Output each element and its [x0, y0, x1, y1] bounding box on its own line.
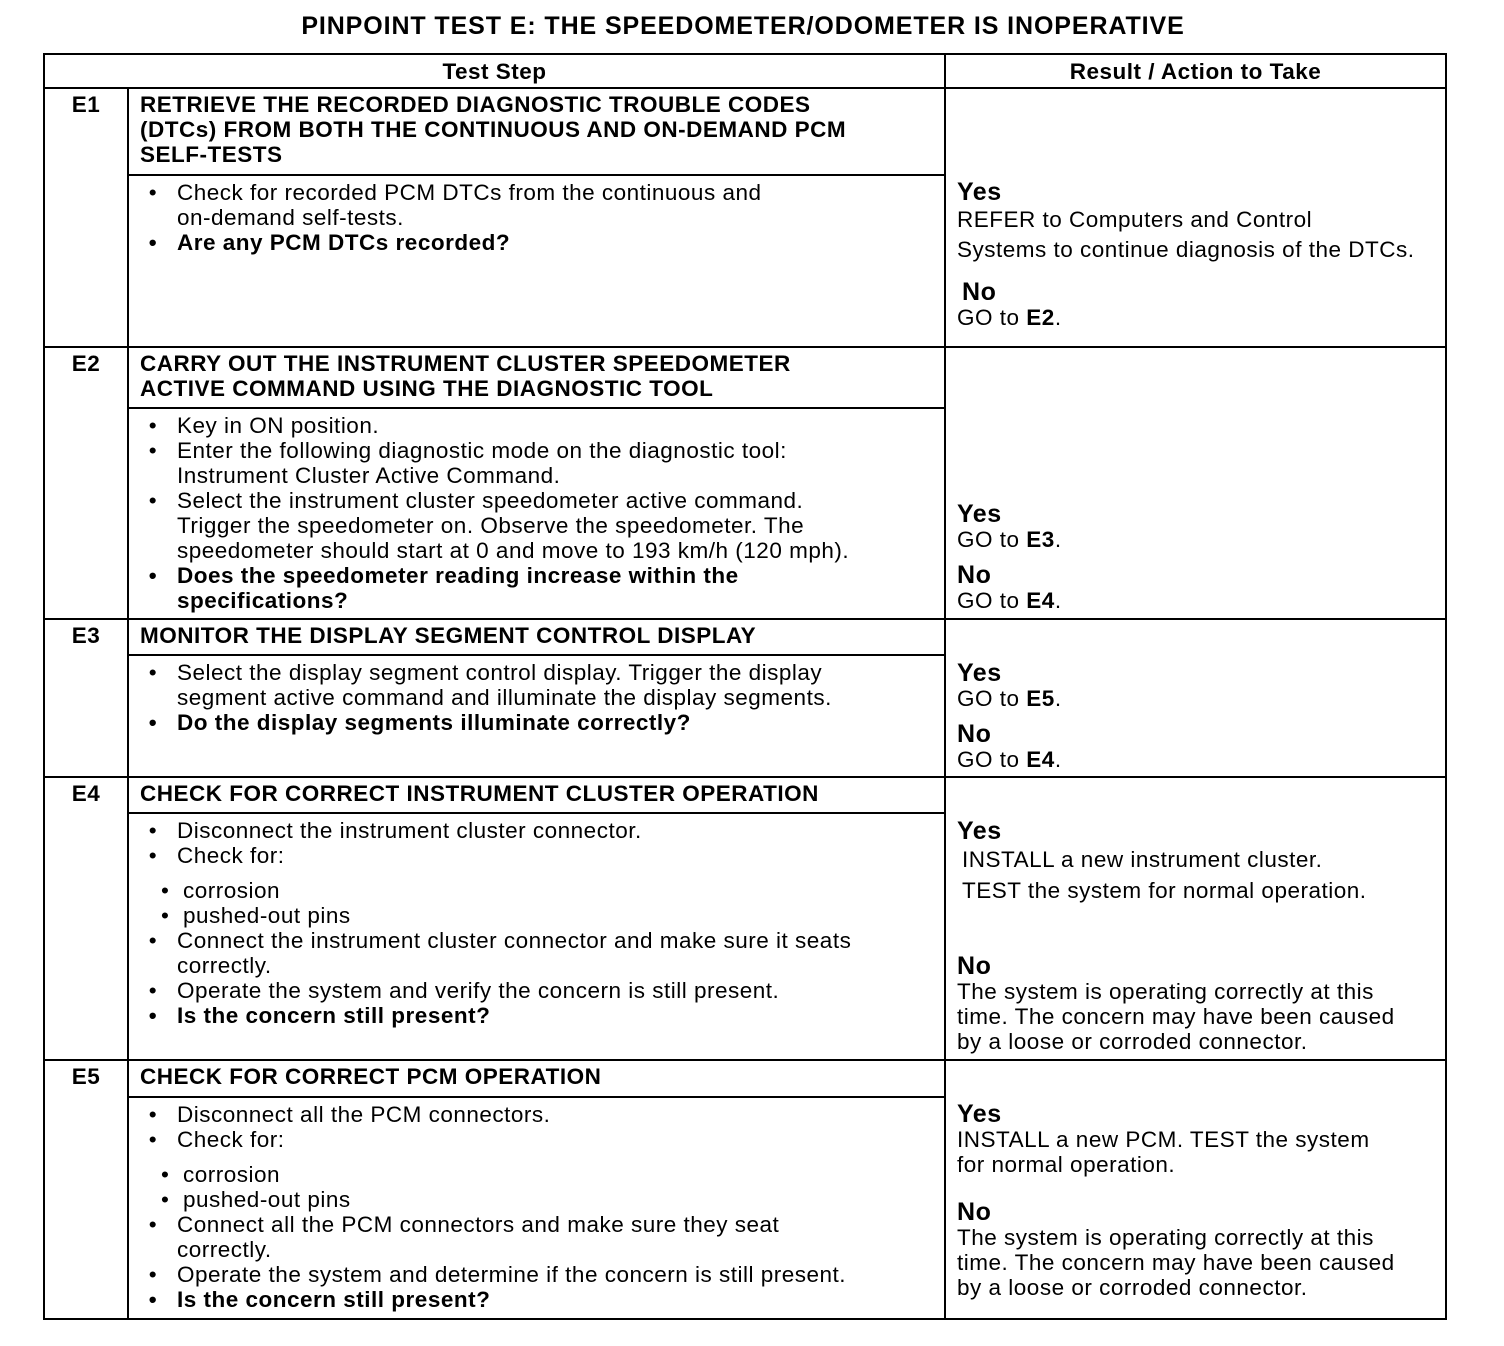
- go-to-prefix: GO to: [957, 588, 1027, 613]
- yes-label: Yes: [957, 1100, 1002, 1128]
- item-line: segment active command and illuminate the display segments.: [177, 685, 832, 710]
- step-body: [128, 655, 945, 777]
- step-body: [128, 408, 945, 619]
- go-to-suffix: .: [1054, 527, 1062, 552]
- list-item-question: [129, 563, 938, 613]
- bullet-icon: •: [161, 1162, 170, 1187]
- list-item-question: [129, 1287, 938, 1312]
- heading-line: CARRY OUT THE INSTRUMENT CLUSTER SPEEDOMETER: [140, 351, 791, 376]
- item-line: Is the concern still present?: [177, 1287, 491, 1312]
- sub-list: [129, 1162, 938, 1212]
- bullet-icon: •: [148, 928, 158, 953]
- list-item: [129, 978, 938, 1003]
- go-to-prefix: GO to: [957, 527, 1027, 552]
- result-line: by a loose or corroded connector.: [957, 1029, 1308, 1054]
- bullet-icon: •: [148, 180, 158, 205]
- step-result: [945, 777, 1446, 1060]
- step-number: E3: [44, 619, 128, 777]
- item-line: speedometer should start at 0 and move to 193 km/h (120 mph).: [177, 538, 850, 563]
- sub-item-text: pushed-out pins: [183, 903, 351, 928]
- heading-line: SELF-TESTS: [140, 142, 283, 167]
- list-item: [129, 1212, 938, 1262]
- list-item: [129, 438, 938, 488]
- sub-list: [129, 878, 938, 928]
- result-line: INSTALL a new instrument cluster.: [962, 847, 1323, 872]
- bullet-icon: •: [161, 878, 170, 903]
- bullet-icon: •: [148, 1262, 158, 1287]
- step-heading-row: [44, 777, 1446, 813]
- bullet-icon: •: [148, 660, 158, 685]
- sub-item-text: pushed-out pins: [183, 1187, 351, 1212]
- item-line: Connect the instrument cluster connector and make sure it seats: [177, 928, 852, 953]
- item-line: Instrument Cluster Active Command.: [177, 463, 561, 488]
- item-line: Operate the system and verify the concern is still present.: [177, 978, 780, 1003]
- go-to-target: E5: [1026, 686, 1055, 711]
- result-line: for normal operation.: [957, 1152, 1176, 1177]
- item-line: Select the instrument cluster speedometer active command.: [177, 488, 804, 513]
- step-number: E2: [44, 347, 128, 619]
- heading-line: CHECK FOR CORRECT PCM OPERATION: [140, 1064, 602, 1089]
- item-line: Select the display segment control display. Trigger the display: [177, 660, 823, 685]
- item-line: Trigger the speedometer on. Observe the speedometer. The: [177, 513, 805, 538]
- go-to-suffix: .: [1054, 588, 1062, 613]
- sub-item: [129, 878, 938, 903]
- go-to-line: [957, 588, 1445, 613]
- step-body: [128, 1097, 945, 1319]
- list-item-question: [129, 1003, 938, 1028]
- bullet-icon: •: [148, 978, 158, 1003]
- step-result: [945, 88, 1446, 347]
- go-to-target: E3: [1026, 527, 1055, 552]
- bullet-icon: •: [148, 1003, 158, 1028]
- result-line: time. The concern may have been caused: [957, 1004, 1395, 1029]
- go-to-prefix: GO to: [957, 747, 1027, 772]
- item-line: Connect all the PCM connectors and make sure they seat: [177, 1212, 780, 1237]
- item-line: on-demand self-tests.: [177, 205, 404, 230]
- item-line: Do the display segments illuminate correctly?: [177, 710, 691, 735]
- item-line: Does the speedometer reading increase within the: [177, 563, 739, 588]
- heading-line: ACTIVE COMMAND USING THE DIAGNOSTIC TOOL: [140, 376, 714, 401]
- go-to-suffix: .: [1054, 305, 1062, 330]
- step-number: E1: [44, 88, 128, 347]
- item-line: specifications?: [177, 588, 349, 613]
- item-line: correctly.: [177, 1237, 272, 1262]
- go-to-line: [957, 747, 1445, 772]
- item-line: Are any PCM DTCs recorded?: [177, 230, 511, 255]
- step-result: [945, 619, 1446, 777]
- list-item: [129, 660, 938, 710]
- result-line: REFER to Computers and Control: [957, 207, 1313, 232]
- bullet-icon: •: [148, 1102, 158, 1127]
- pinpoint-test-table: [43, 53, 1447, 1320]
- step-heading: [128, 347, 945, 408]
- no-label: No: [957, 720, 992, 748]
- go-to-line: [957, 686, 1445, 711]
- item-line: Enter the following diagnostic mode on the diagnostic tool:: [177, 438, 787, 463]
- bullet-icon: •: [148, 413, 158, 438]
- list-item: [129, 488, 938, 563]
- heading-line: CHECK FOR CORRECT INSTRUMENT CLUSTER OPERATION: [140, 781, 819, 806]
- sub-item: [129, 1187, 938, 1212]
- list-item-question: [129, 230, 938, 255]
- result-line: INSTALL a new PCM. TEST the system: [957, 1127, 1370, 1152]
- list-item: [129, 180, 938, 230]
- result-line: by a loose or corroded connector.: [957, 1275, 1308, 1300]
- item-line: Disconnect all the PCM connectors.: [177, 1102, 551, 1127]
- sub-item: [129, 903, 938, 928]
- bullet-icon: •: [148, 1212, 158, 1237]
- sub-item-text: corrosion: [183, 1162, 281, 1187]
- step-heading: [128, 619, 945, 655]
- yes-label: Yes: [957, 817, 1002, 845]
- bullet-icon: •: [148, 1127, 158, 1152]
- result-line: The system is operating correctly at this: [957, 979, 1374, 1004]
- bullet-icon: •: [148, 710, 158, 735]
- go-to-prefix: GO to: [957, 686, 1027, 711]
- step-heading-row: [44, 619, 1446, 655]
- result-line: time. The concern may have been caused: [957, 1250, 1395, 1275]
- go-to-target: E4: [1026, 747, 1055, 772]
- column-header-result: Result / Action to Take: [945, 54, 1446, 88]
- list-item: [129, 1127, 938, 1152]
- no-label: No: [957, 561, 992, 589]
- step-heading-row: [44, 88, 1446, 175]
- go-to-target: E4: [1026, 588, 1055, 613]
- sub-item: [129, 1162, 938, 1187]
- bullet-icon: •: [148, 818, 158, 843]
- bullet-icon: •: [148, 488, 158, 513]
- list-item: [129, 1102, 938, 1127]
- step-number: E4: [44, 777, 128, 1060]
- yes-label: Yes: [957, 178, 1002, 206]
- no-label: No: [957, 1198, 992, 1226]
- table-header-row: [44, 54, 1446, 88]
- item-line: Operate the system and determine if the concern is still present.: [177, 1262, 847, 1287]
- sub-item-text: corrosion: [183, 878, 281, 903]
- go-to-line: [957, 527, 1445, 552]
- step-heading: [128, 88, 945, 175]
- step-heading-row: [44, 347, 1446, 408]
- go-to-suffix: .: [1054, 747, 1062, 772]
- no-label: No: [962, 278, 997, 306]
- yes-label: Yes: [957, 659, 1002, 687]
- yes-label: Yes: [957, 500, 1002, 528]
- list-item: [129, 413, 938, 438]
- bullet-icon: •: [148, 1287, 158, 1312]
- result-line: TEST the system for normal operation.: [962, 878, 1367, 903]
- list-item: [129, 928, 938, 978]
- step-number: E5: [44, 1060, 128, 1319]
- step-result: [945, 1060, 1446, 1319]
- result-line: Systems to continue diagnosis of the DTCs.: [957, 237, 1415, 262]
- item-line: Disconnect the instrument cluster connector.: [177, 818, 642, 843]
- list-item: [129, 1262, 938, 1287]
- bullet-icon: •: [148, 563, 158, 588]
- bullet-icon: •: [148, 230, 158, 255]
- step-body: [128, 175, 945, 347]
- page-title: PINPOINT TEST E: THE SPEEDOMETER/ODOMETER IS INOPERATIVE: [301, 12, 1185, 40]
- bullet-icon: •: [161, 903, 170, 928]
- item-line: Check for:: [177, 843, 285, 868]
- item-line: Check for:: [177, 1127, 285, 1152]
- step-heading-row: [44, 1060, 1446, 1097]
- bullet-icon: •: [148, 843, 158, 868]
- step-result: [945, 347, 1446, 619]
- list-item: [129, 843, 938, 868]
- go-to-line: [957, 305, 1445, 331]
- bullet-icon: •: [161, 1187, 170, 1212]
- item-line: Is the concern still present?: [177, 1003, 491, 1028]
- heading-line: (DTCs) FROM BOTH THE CONTINUOUS AND ON-DEMAND PCM: [140, 117, 847, 142]
- step-heading: [128, 1060, 945, 1097]
- item-line: correctly.: [177, 953, 272, 978]
- go-to-prefix: GO to: [957, 305, 1027, 330]
- bullet-icon: •: [148, 438, 158, 463]
- list-item: [129, 818, 938, 843]
- heading-line: RETRIEVE THE RECORDED DIAGNOSTIC TROUBLE CODES: [140, 92, 811, 117]
- result-line: The system is operating correctly at this: [957, 1225, 1374, 1250]
- item-line: Key in ON position.: [177, 413, 380, 438]
- step-heading: [128, 777, 945, 813]
- go-to-suffix: .: [1054, 686, 1062, 711]
- no-label: No: [957, 952, 992, 980]
- column-header-test-step: Test Step: [44, 54, 945, 88]
- heading-line: MONITOR THE DISPLAY SEGMENT CONTROL DISPLAY: [140, 623, 757, 648]
- step-body: [128, 813, 945, 1060]
- go-to-target: E2: [1026, 305, 1055, 330]
- item-line: Check for recorded PCM DTCs from the continuous and: [177, 180, 762, 205]
- list-item-question: [129, 710, 938, 735]
